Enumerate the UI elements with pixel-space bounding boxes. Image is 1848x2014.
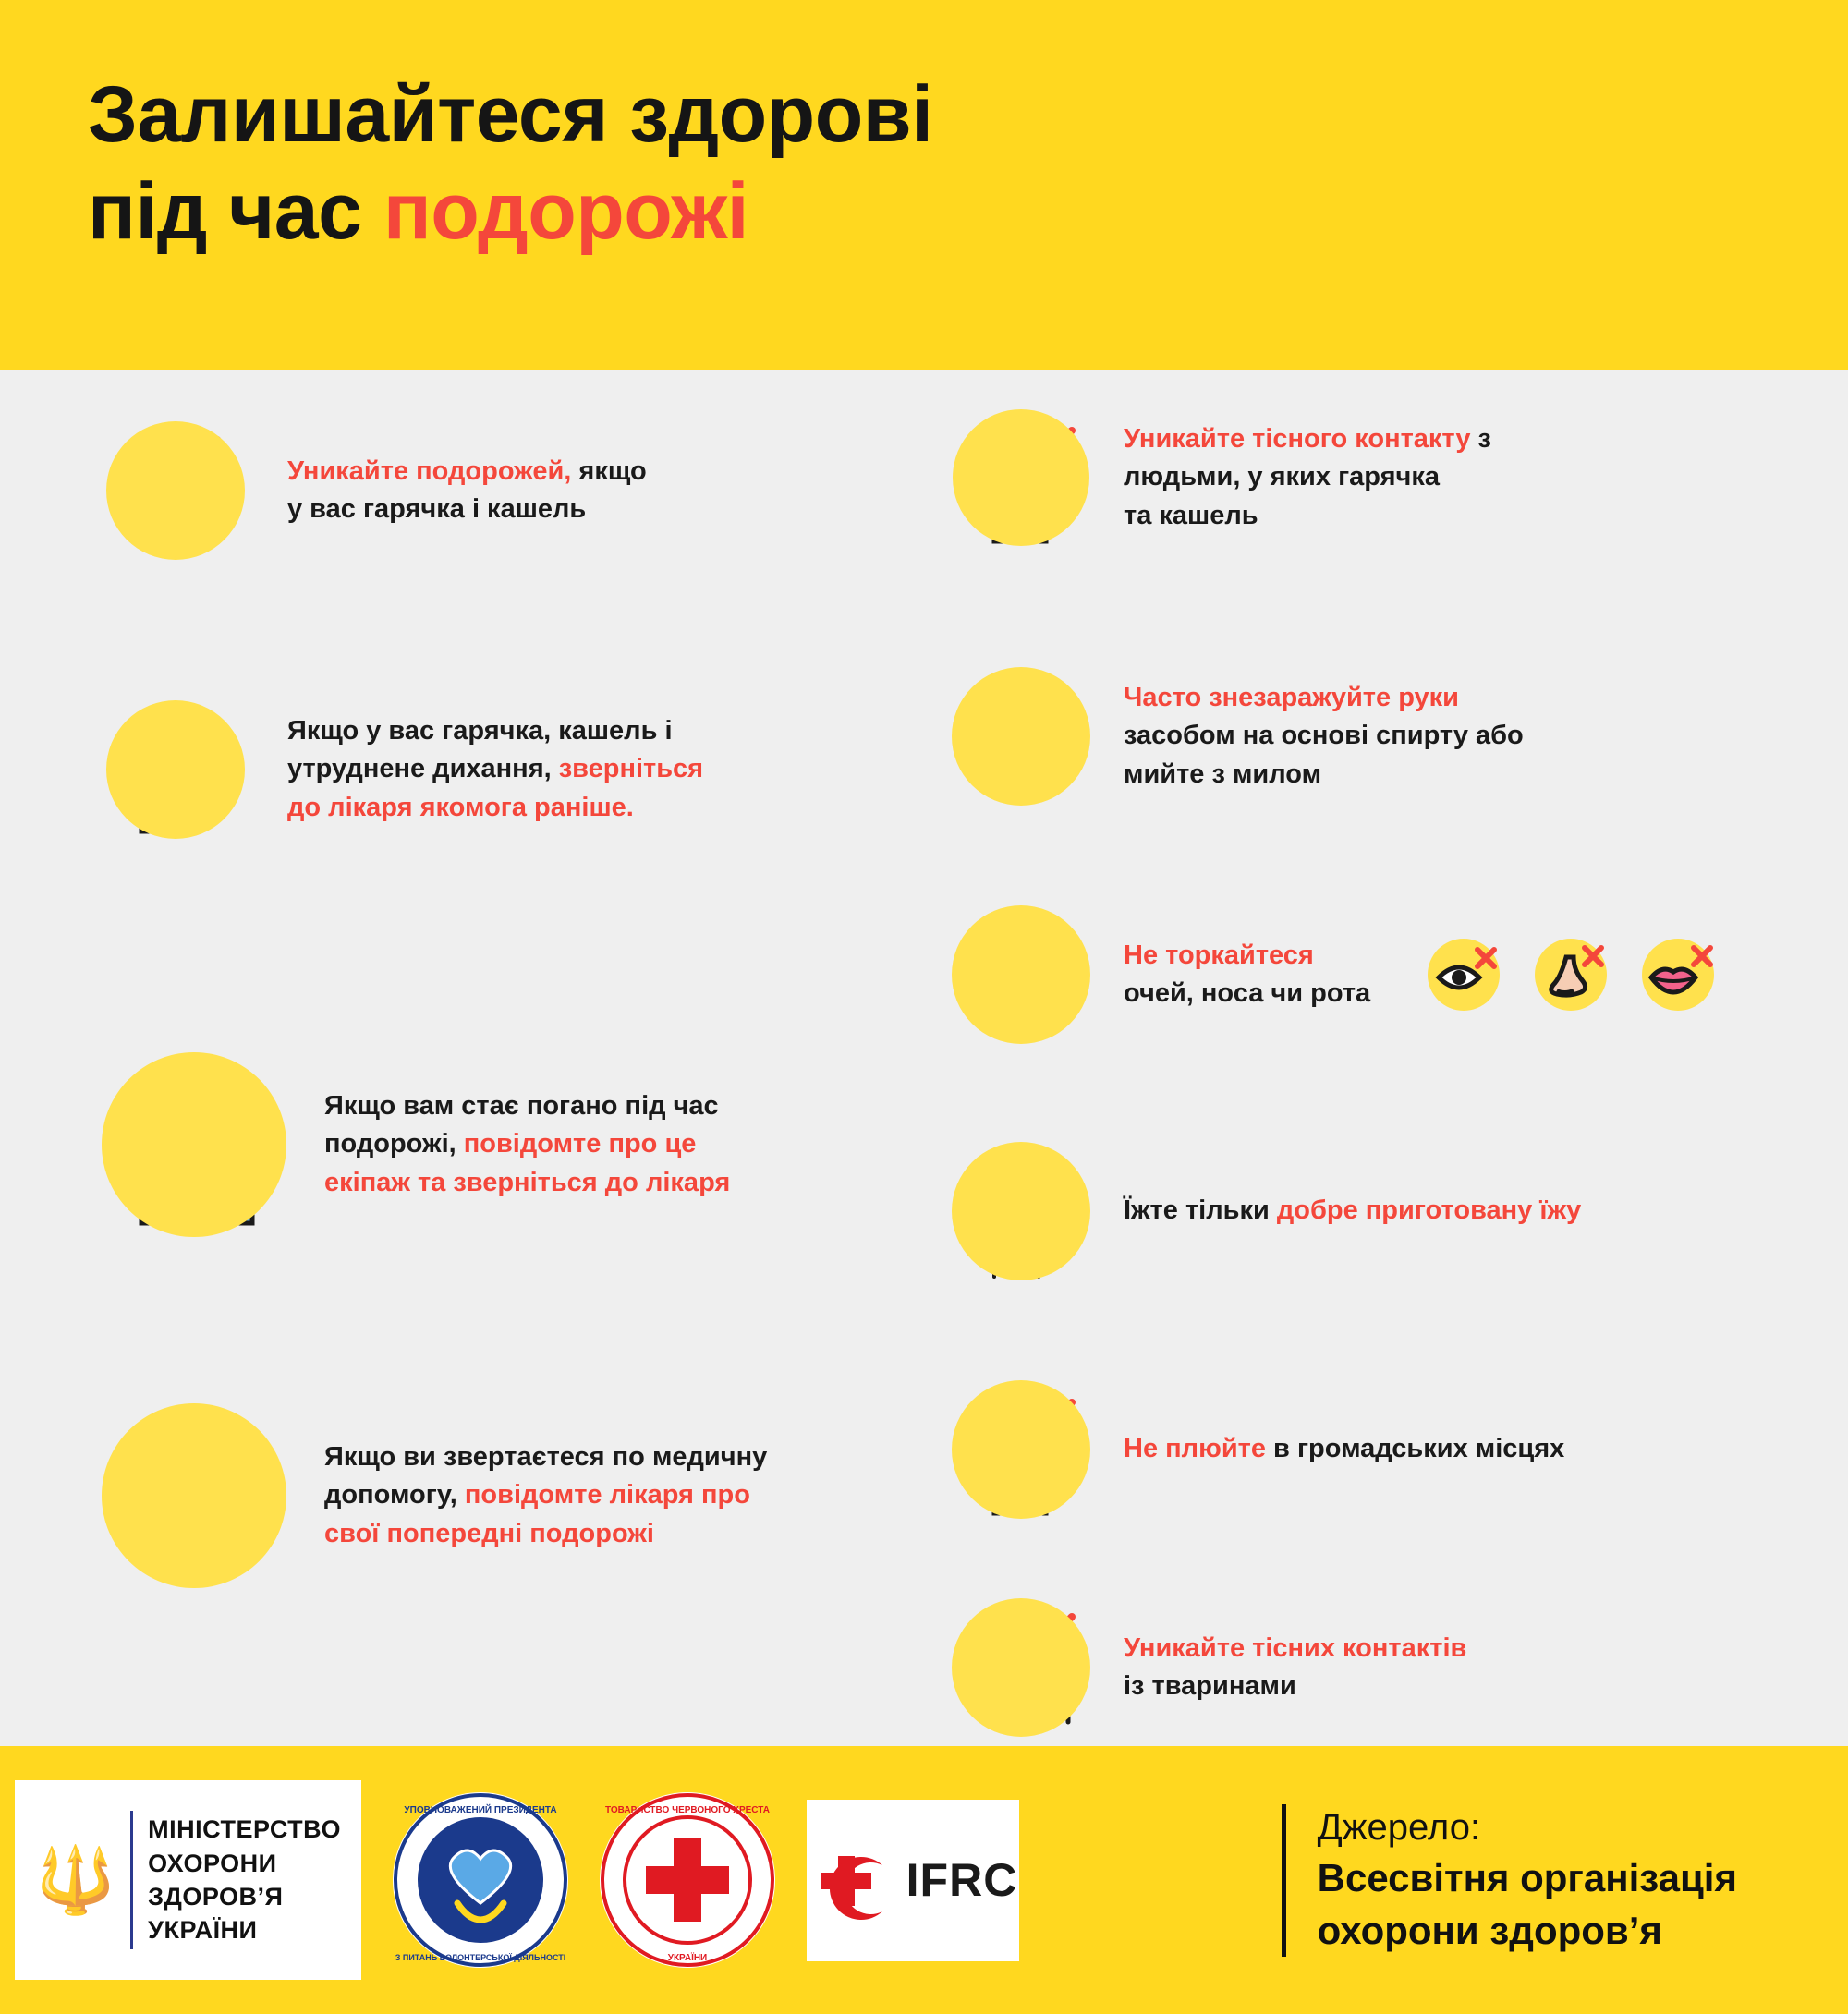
ifrc-label: IFRC (906, 1854, 1018, 1906)
text-part-dark: якщо у вас гарячка і кашель (287, 455, 647, 524)
list-item-text: Їжте тільки добре приготовану їжу (1124, 1195, 1582, 1226)
list-item (942, 1371, 1820, 1528)
crew-members-icon (88, 1038, 300, 1251)
logo-divider (130, 1811, 133, 1949)
red-cross-crescent-icon (808, 1836, 897, 1924)
spitting-woman-icon (942, 1371, 1100, 1528)
list-item-text (287, 453, 647, 528)
poster-footer (0, 1746, 1848, 2014)
mouth-icon (1636, 933, 1720, 1016)
list-item-text: Якщо ви звертаєтеся по медичну допомогу, повідомте лікаря про свої попередні подорожі (324, 1442, 768, 1548)
ukrainian-red-cross-emblem (600, 1792, 775, 1968)
ifrc-emblem (807, 1800, 1019, 1961)
list-item (942, 896, 1820, 1053)
list-item-text: Уникайте тісного контакту з людьми, у яких гарячка та кашель (1124, 424, 1491, 530)
list-item (942, 1589, 1820, 1746)
ukraine-trident-icon: 🔱 (35, 1844, 116, 1916)
poster-body (0, 370, 1848, 1746)
list-item (88, 1389, 896, 1602)
right-column (924, 386, 1848, 1746)
source-value: Всесвітня організація охорони здоров’я (1317, 1856, 1737, 1952)
title-line-1: Залишайтеся здорові (88, 70, 933, 159)
left-column (0, 386, 924, 1746)
list-item (942, 1133, 1820, 1290)
list-item-text: Не торкайтеся очей, носа чи рота (1124, 940, 1371, 1008)
text-part-red: Уникайте подорожей, (287, 455, 572, 486)
list-item (88, 1038, 896, 1251)
svg-text:З ПИТАНЬ ВОЛОНТЕРСЬКОЇ ДІЯЛЬНО: З ПИТАНЬ ВОЛОНТЕРСЬКОЇ ДІЯЛЬНОСТІ (395, 1953, 566, 1962)
nose-icon (1529, 933, 1612, 1016)
poster-header (0, 0, 1848, 370)
list-item-text: Якщо у вас гарячка, кашель і утруднене дихання, зверніться до лікаря якомога раніше. (287, 716, 704, 822)
coughing-woman-icon (942, 399, 1100, 556)
title-line-2-accent: подорожі (383, 166, 749, 256)
list-item-text: Не плюйте в громадських місцях (1124, 1434, 1565, 1464)
svg-text:УКРАЇНИ: УКРАЇНИ (667, 1953, 708, 1963)
travel-route-map-icon (88, 1389, 300, 1602)
page-title (88, 67, 1848, 261)
list-item (88, 403, 896, 578)
cow-icon (942, 1589, 1100, 1746)
logo-row (0, 1780, 1019, 1980)
svg-text:ТОВАРИСТВО ЧЕРВОНОГО ХРЕСТА: ТОВАРИСТВО ЧЕРВОНОГО ХРЕСТА (605, 1805, 770, 1815)
hand-sanitizer-icon (942, 658, 1100, 815)
source-divider (1282, 1804, 1286, 1957)
suitcase-icon (88, 403, 263, 578)
svg-text:УПОВНОВАЖЕНИЙ ПРЕЗИДЕНТА: УПОВНОВАЖЕНИЙ ПРЕЗИДЕНТА (404, 1805, 557, 1815)
moz-logo-text: МІНІСТЕРСТВО ОХОРОНИ ЗДОРОВ’Я УКРАЇНИ (148, 1815, 341, 1945)
list-item-text: Уникайте тісних контактів із тваринами (1124, 1632, 1467, 1701)
list-item (942, 658, 1820, 815)
source-block (1282, 1802, 1802, 1957)
cooking-pot-icon (942, 1133, 1100, 1290)
body-parts-icons (1422, 933, 1720, 1016)
presidential-volunteer-emblem (393, 1792, 568, 1968)
eye-icon (1422, 933, 1505, 1016)
list-item-text: Якщо вам стає погано під час подорожі, повідомте про це екіпаж та зверніться до лікаря (324, 1091, 731, 1197)
list-item-text: Часто знезаражуйте руки засобом на основі спирту або мийте з милом (1124, 683, 1524, 789)
pointing-finger-icon (942, 896, 1100, 1053)
title-line-2-plain: під час (88, 166, 383, 256)
list-item (88, 682, 896, 857)
moz-logo (15, 1780, 361, 1980)
list-item (942, 399, 1820, 556)
sick-person-window-icon (88, 682, 263, 857)
source-label: Джерело: (1317, 1807, 1481, 1849)
